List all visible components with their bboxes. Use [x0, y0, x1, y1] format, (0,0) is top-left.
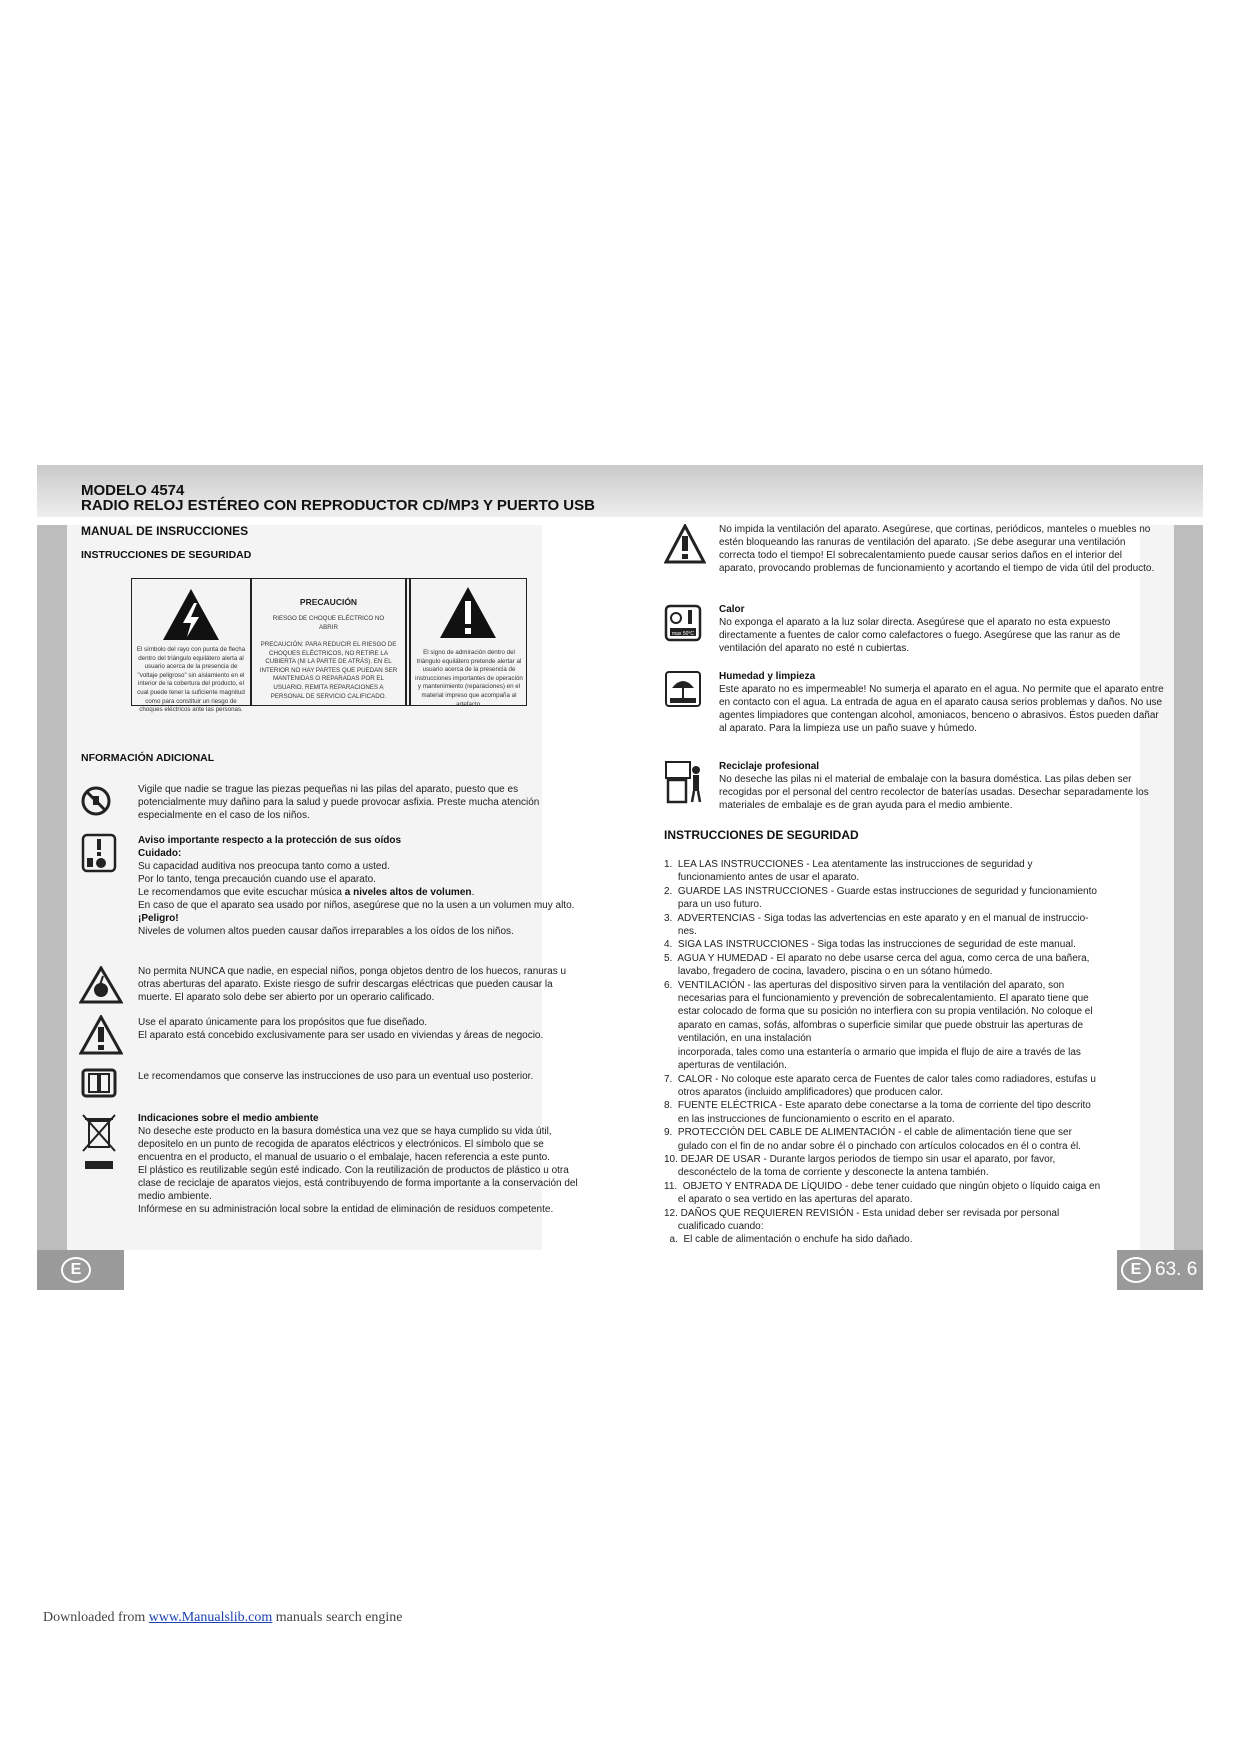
- heat-text: No exponga el aparato a la luz solar directa. Asegúrese que el aparato no esta expuesto directamente a fuentes de calor como calefactores o fuego. Asegúrese que las ranur as de ventilación del aparato no esté n cubiertas.: [719, 617, 1121, 654]
- heat-icon-label: max 50°C: [671, 631, 695, 637]
- ventilation-warning-icon: [664, 524, 706, 564]
- heat-icon: [664, 604, 702, 642]
- hearing-line3b: a niveles altos de volumen: [344, 887, 472, 898]
- safety-list-line: 4. SIGA LAS INSTRUCCIONES - Siga todas las instrucciones de seguridad de este manual.: [664, 939, 1076, 951]
- hearing-title: Aviso importante respecto a la protección de sus oídos: [138, 835, 402, 846]
- safety-list-line: para un uso futuro.: [664, 899, 762, 911]
- safety-list-line: ventilación, en una instalación: [664, 1033, 812, 1045]
- safety-list-line: estar colocado de forma que su posición no interfiera con su propia ventilación. No coloque el: [664, 1006, 1093, 1018]
- info-title: NFORMACIÓN ADICIONAL: [81, 752, 215, 764]
- safety-list-line: 11. OBJETO Y ENTRADA DE LÍQUIDO - debe tener cuidado que ningún objeto o líquido caiga en: [664, 1180, 1101, 1192]
- exclamation-warning-icon: [438, 585, 498, 640]
- hearing-careful: Cuidado:: [138, 848, 182, 859]
- language-badge-left: E: [61, 1257, 91, 1283]
- environment-p1: No deseche este producto en la basura doméstica una vez que se haya cumplido su vida útil, depositelo en un punto de recogida de aparatos eléctricos y electrónicos. El símbolo que se encuentra en el producto, el manual de usuario o el embalaje, hacen referencia a este punto.: [138, 1126, 552, 1163]
- heat-title: Calor: [719, 604, 745, 615]
- safety-list-line: cualificado cuando:: [664, 1220, 764, 1232]
- safety-list-line: otros aparatos (incluido amplificadores) que producen calor.: [664, 1086, 944, 1098]
- safety-list-line: en las instrucciones de funcionamiento o escrito en el aparato.: [664, 1113, 955, 1125]
- warning-center-title: PRECAUCIÓN: [299, 597, 358, 607]
- item-environment: [138, 1112, 578, 1216]
- electric-shock-icon: [79, 966, 123, 1004]
- left-footer: [37, 1250, 124, 1290]
- download-prefix: Downloaded from: [43, 1610, 149, 1625]
- heat-section: [719, 603, 1164, 655]
- warning-box: [131, 578, 527, 714]
- product-title: RADIO RELOJ ESTÉREO CON REPRODUCTOR CD/MP3 Y PUERTO USB: [81, 497, 595, 514]
- hearing-danger: ¡Peligro!: [138, 913, 179, 924]
- environment-p2: El plástico es reutilizable según esté indicado. Con la reutilización de productos de plástico u otra clase de reciclaje de aparatos viejos, está contribuyendo de forma importante a la conservación del medio ambiente.: [138, 1165, 578, 1202]
- safety-list-line: incorporada, tales como una estantería o armario que impida el flujo de aire a través de las: [664, 1046, 1081, 1058]
- warning-lightning-panel: [132, 579, 250, 714]
- safety-list-line: el aparato o sea vertido en las aperturas del aparato.: [664, 1194, 913, 1206]
- humidity-title: Humedad y limpieza: [719, 671, 816, 682]
- hearing-line3c: .: [471, 887, 475, 898]
- recycle-text: No deseche las pilas ni el material de embalaje con la basura doméstica. Las pilas deben ser recogidas por el personal del centro recolector de baterías usadas. Desechar separadamente los materiales de embalaje es de gran ayuda para el medio ambiente.: [719, 774, 1149, 811]
- safety-list-line: 8. FUENTE ELÉCTRICA - Este aparato debe conectarse a la toma de corriente del tipo descrito: [664, 1100, 1091, 1112]
- exclamation-warning-text: El signo de admiración dentro del triángulo equilátero pretende alertar al usuario acerca de la presencia de instrucciones importantes de operación y mantenimiento (reparaciones) en el material impreso que acompaña al artefacto.: [415, 649, 523, 708]
- safety-list-line: necesarias para el funcionamiento y prevención de sobrecalentamiento. El aparato tiene que: [664, 993, 1089, 1005]
- manual-book-icon: [81, 1068, 117, 1098]
- hearing-warning-icon: [81, 833, 117, 873]
- safety-list-line: 3. ADVERTENCIAS - Siga todas las advertencias en este aparato y en el manual de instruccio-: [664, 912, 1089, 924]
- lightning-warning-icon: [161, 587, 221, 642]
- safety-list-line: 10. DEJAR DE USAR - Durante largos periodos de tiempo sin usar el aparato, por favor,: [664, 1153, 1056, 1165]
- environment-title: Indicaciones sobre el medio ambiente: [138, 1113, 319, 1124]
- safety-list-line: funcionamiento antes de usar el aparato.: [664, 872, 860, 884]
- safety-list-line: lavabo, fregadero de cocina, lavadero, piscina o en un sótano húmedo.: [664, 966, 993, 978]
- choking-hazard-icon: [81, 786, 111, 816]
- safety-list-line: aparato en camas, sofás, alfombras o superficie similar que puede obstruir las aperturas de: [664, 1019, 1084, 1031]
- download-footer: [43, 1610, 403, 1626]
- hearing-line1: Su capacidad auditiva nos preocupa tanto como a usted.: [138, 861, 390, 872]
- model-title: MODELO 4574: [81, 482, 185, 499]
- safety-list-line: 5. AGUA Y HUMEDAD - El aparato no debe usarse cerca del agua, como cerca de una bañera,: [664, 952, 1090, 964]
- right-sidebar: [1174, 525, 1203, 1250]
- recycle-icon: [664, 760, 704, 804]
- download-suffix: manuals search engine: [272, 1610, 403, 1625]
- safety-list: [664, 858, 1169, 1247]
- hearing-line5: Niveles de volumen altos pueden causar daños irreparables a los oídos de los niños.: [138, 926, 514, 937]
- humidity-text: Este aparato no es impermeable! No sumerja el aparato en el agua. No permite que el aparato entre en contacto con el agua. La entrada de agua en el aparato causa serios problemas y daños. No use agentes limpiadores que contengan alcohol, amoniacos, benceno o abrasivos. Éstos pueden dañar al aparato. Para la limpieza use un paño suave y húmedo.: [719, 684, 1164, 734]
- safety-list-line: 12. DAÑOS QUE REQUIEREN REVISIÓN - Esta unidad deber ser revisada por personal: [664, 1207, 1060, 1219]
- right-footer: [1117, 1250, 1203, 1290]
- humidity-icon: [664, 670, 702, 708]
- manual-title: MANUAL DE INSRUCCIONES: [81, 524, 249, 538]
- warning-divider: [405, 579, 407, 705]
- hearing-line2: Por lo tanto, tenga precaución cuando use el aparato.: [138, 874, 376, 885]
- hearing-line3a: Le recomendamos que evite escuchar música: [138, 887, 345, 898]
- recycle-section: [719, 760, 1164, 812]
- warning-center-text: PRECAUCIÓN: PARA REDUCIR EL RIESGO DE CHOQUES ELÉCTRICOS, NO RETIRE LA CUBIERTA (NI LA PARTE DE ATRÁS). EN EL INTERIOR NO HAY PARTES QUE PUEDAN SER MANTENIDAS O REPARADAS POR EL USUARIO. REMITA REPARACIONES A PERSONAL DE SERVICIO CALIFICADO.: [259, 641, 398, 700]
- safety-list-line: 9. PROTECCIÓN DEL CABLE DE ALIMENTACIÓN - el cable de alimentación tiene que ser: [664, 1127, 1072, 1139]
- safety-list-line: 1. LEA LAS INSTRUCCIONES - Lea atentamente las instrucciones de seguridad y: [664, 859, 1033, 870]
- hearing-line4: En caso de que el aparato sea usado por niños, asegúrese que no la usen a un volumen muy alto.: [138, 900, 575, 911]
- safety-list-line: 6. VENTILACIÓN - las aperturas del dispositivo sirven para la ventilación del aparato, son: [664, 979, 1065, 991]
- safety-title-right: INSTRUCCIONES DE SEGURIDAD: [664, 828, 859, 842]
- language-badge-right: E: [1121, 1257, 1151, 1283]
- safety-title-left: INSTRUCCIONES DE SEGURIDAD: [81, 549, 252, 561]
- left-sidebar: [37, 525, 67, 1250]
- ventilation-text: No impida la ventilación del aparato. Asegúrese, que cortinas, periódicos, manteles o muebles no estén bloqueando las ranuras de ventilación del aparato. ¡Se debe asegurar una ventilación correcta todo el tiempo! El sobrecalentamiento puede causar serios daños en el interior del aparato, provocando problemas de funcionamiento y acortando el tiempo de vida útil del producto.: [719, 524, 1155, 574]
- warning-center-panel: [252, 579, 405, 705]
- safety-list-line: nes.: [664, 926, 697, 938]
- warning-center-sub: RIESGO DE CHOQUE ELÉCTRICO NO ABRIR: [272, 615, 385, 631]
- safety-list-line: a. El cable de alimentación o enchufe ha sido dañado.: [664, 1234, 913, 1246]
- item-small-parts: Vigile que nadie se trague las piezas pequeñas ni las pilas del aparato, puesto que es potencialmente muy dañino para la salud y puede provocar asfixia. Preste mucha atención especialmente en el caso de los niños.: [138, 784, 540, 821]
- manualslib-link[interactable]: www.Manualslib.com: [148, 1610, 273, 1625]
- safety-list-line: gulado con el fin de no andar sobre él o pinchado con artículos colocados en él o contra él.: [664, 1140, 1081, 1152]
- usage-line1: Use el aparato únicamente para los propósitos que fue diseñado.: [138, 1017, 428, 1028]
- recycle-title: Reciclaje profesional: [719, 761, 820, 772]
- item-openings: No permita NUNCA que nadie, en especial niños, ponga objetos dentro de los huecos, ranuras u otras aberturas del aparato. Existe riesgo de sufrir descargas eléctricas que pueden causar la muerte. El aparato solo debe ser abierto por un operario calificado.: [138, 966, 567, 1003]
- item-usage: [138, 1016, 578, 1042]
- safety-list-line: desconéctelo de la toma de corriente y desconecte la antena también.: [664, 1167, 989, 1179]
- warning-exclaim-panel: [411, 579, 526, 708]
- usage-line2: El aparato está concebido exclusivamente para ser usado en viviendas y áreas de negocio.: [138, 1030, 544, 1041]
- safety-list-line: aperturas de ventilación.: [664, 1060, 787, 1072]
- humidity-section: [719, 670, 1164, 735]
- safety-list-line: 2. GUARDE LAS INSTRUCCIONES - Guarde estas instrucciones de seguridad y funcionamiento: [664, 885, 1097, 897]
- lightning-warning-text: El símbolo del rayo con punta de flecha dentro del triángulo equilátero alerta al usuario acerca de la presencia de "voltaje peligroso" sin aislamiento en el interior de la cobertura del producto, el cual puede tener la suficiente magnitud como para constituir un riesgo de choques eléctricos ante las personas.: [136, 646, 246, 714]
- safety-list-line: 7. CALOR - No coloque este aparato cerca de Fuentes de calor tales como radiadores, estufas u: [664, 1073, 1096, 1085]
- item-keep-manual: Le recomendamos que conserve las instrucciones de uso para un eventual uso posterior.: [138, 1071, 534, 1082]
- item-hearing: [138, 834, 578, 938]
- page-number: 63. 6: [1155, 1259, 1198, 1280]
- caution-icon: [79, 1015, 123, 1055]
- environment-p3: Infórmese en su administración local sobre la entidad de eliminación de residuos competente.: [138, 1204, 554, 1215]
- weee-bin-icon: [81, 1113, 117, 1173]
